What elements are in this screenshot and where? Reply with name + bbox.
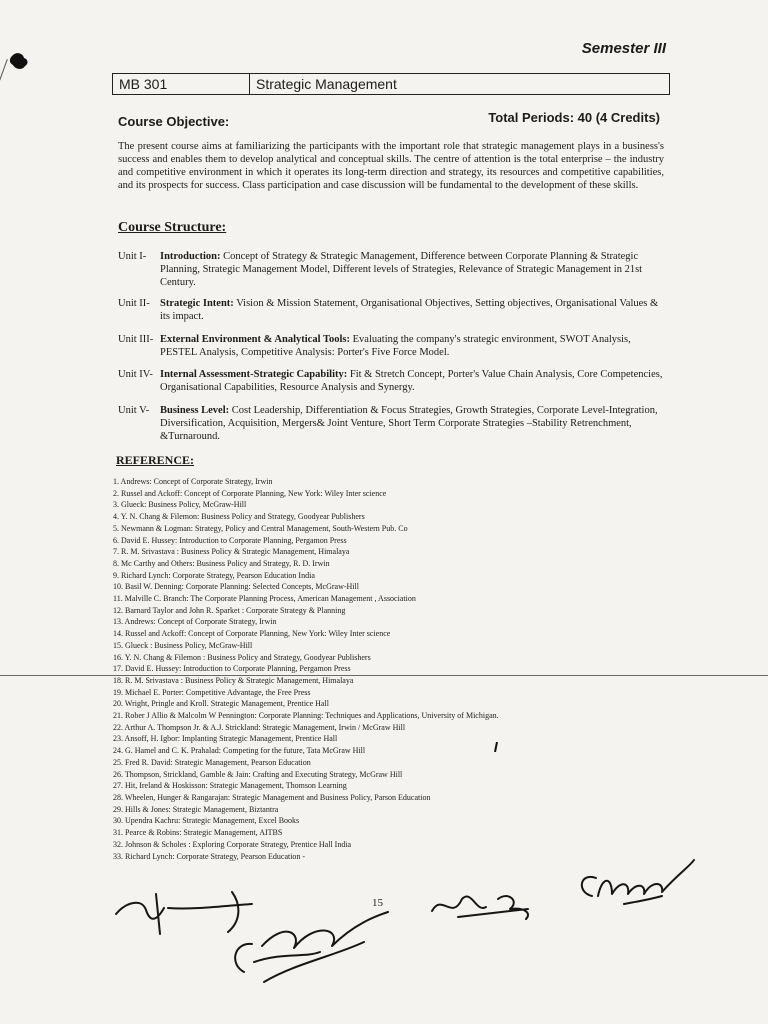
reference-item: 3. Glueck: Business Policy, McGraw-Hill	[113, 500, 247, 510]
reference-item: 26. Thompson, Strickland, Gamble & Jain: Crafting and Executing Strategy, McGraw Hill	[113, 769, 403, 779]
reference-item: 10. Basil W. Denning: Corporate Planning: Selected Concepts, McGraw-Hill	[113, 582, 359, 592]
reference-heading: REFERENCE:	[116, 453, 195, 467]
reference-item: 23. Ansoff, H. Igbor: Implanting Strategic Management, Prentice Hall	[113, 734, 338, 744]
reference-item: 21. Rober J Allio & Malcolm W Pennington: Corporate Planning: Techniques and Applications, University of Michigan.	[113, 711, 499, 721]
page-number: 15	[372, 897, 383, 909]
unit-text: Concept of Strategy & Strategic Management, Difference between Corporate Planning & Strategic Planning, Strategic Management Model, Different levels of Strategies, Relevance of Strategic Management in 21st Century.	[160, 251, 643, 288]
reference-item: 16. Y. N. Chang & Filemon : Business Policy and Strategy, Goodyear Publishers	[113, 652, 371, 662]
total-periods: Total Periods: 40 (4 Credits)	[488, 110, 660, 125]
unit-body	[160, 368, 664, 394]
reference-item: 24. G. Hamel and C. K. Prahalad: Competing for the future, Tata McGraw Hill	[113, 746, 366, 756]
reference-list	[113, 476, 633, 862]
reference-item: 20. Wright, Pringle and Kroll. Strategic Management, Prentice Hall	[113, 699, 329, 709]
unit-title: Internal Assessment-Strategic Capability:	[160, 369, 348, 380]
reference-item: 22. Arthur A. Thompson Jr. & A.J. Strickland: Strategic Management, Irwin / McGraw Hill	[113, 722, 406, 732]
unit-label: Unit I-	[118, 251, 147, 262]
signature-2	[224, 902, 394, 987]
unit-text: Evaluating the company's strategic environment, SWOT Analysis, PESTEL Analysis, Competitive Analysis: Porter's Five Force Model.	[160, 334, 631, 358]
reference-item: 28. Wheelen, Hunger & Rangarajan: Strategic Management and Business Policy, Parson Education	[113, 792, 431, 802]
signature-4	[572, 856, 702, 912]
unit-text: Vision & Mission Statement, Organisational Objectives, Setting objectives, Organisational Values & its impact.	[160, 298, 659, 322]
reference-item: 2. Russel and Ackoff: Concept of Corporate Planning, New York: Wiley Inter science	[113, 488, 387, 498]
reference-item: 8. Mc Carthy and Others: Business Policy and Strategy, R. D. Irwin	[113, 558, 330, 568]
unit-body	[160, 333, 664, 359]
unit-title: Introduction:	[160, 251, 221, 262]
page-fold-line	[0, 675, 768, 676]
unit-title: Business Level:	[160, 405, 230, 416]
reference-item: 7. R. M. Srivastava : Business Policy & Strategic Management, Himalaya	[113, 547, 350, 557]
course-title: Strategic Management	[256, 76, 397, 92]
unit-4	[118, 368, 664, 394]
course-objective-text: The present course aims at familiarizing the participants with the important role that strategic management plays in a business's success and enables them to develop analytical and conceptual skills. The centre of attention is the total enterprise – the industry and competitive environment in which it operates its long-term direction and strategy, its resources and competitive capabilities, and its prospects for success. Class participation and case discussion will be fundamental to the development of these skills.	[118, 141, 664, 191]
reference-item: 13. Andrews: Concept of Corporate Strategy, Irwin	[113, 617, 277, 627]
unit-label: Unit II-	[118, 298, 150, 309]
reference-item: 1. Andrews: Concept of Corporate Strategy, Irwin	[113, 477, 273, 486]
ink-blot	[8, 50, 30, 72]
unit-title: External Environment & Analytical Tools:	[160, 334, 350, 345]
reference-item: 17. David E. Hussey: Introduction to Corporate Planning, Pergamon Press	[113, 664, 351, 674]
unit-label: Unit IV-	[118, 369, 153, 380]
reference-item: 11. Malville C. Branch: The Corporate Planning Process, American Management , Association	[113, 594, 416, 604]
unit-2	[118, 297, 664, 323]
reference-item: 18. R. M. Srivastava : Business Policy & Strategic Management, Himalaya	[113, 675, 354, 685]
semester-label: Semester III	[581, 40, 666, 57]
unit-body	[160, 250, 664, 289]
unit-text: Fit & Stretch Concept, Porter's Value Chain Analysis, Core Competencies, Organisational Capabilities, Resource Analysis and Synergy.	[160, 369, 663, 393]
reference-item: 32. Johnson & Scholes : Exploring Corporate Strategy, Prentice Hall India	[113, 839, 352, 849]
reference-item: 15. Glueck : Business Policy, McGraw-Hill	[113, 640, 253, 650]
scan-margin-line	[0, 59, 8, 97]
unit-1	[118, 250, 664, 289]
unit-label: Unit III-	[118, 334, 154, 345]
reference-item: 27. Hit, Ireland & Hoskisson: Strategic Management, Thomson Learning	[113, 781, 347, 791]
reference-item: 4. Y. N. Chang & Filemon: Business Policy and Strategy, Goodyear Publishers	[113, 512, 365, 522]
reference-item: 12. Barnard Taylor and John R. Sparket : Corporate Strategy & Planning	[113, 605, 346, 615]
reference-item: 29. Hills & Jones: Strategic Management, Biztantra	[113, 804, 279, 814]
unit-title: Strategic Intent:	[160, 298, 234, 309]
reference-item: 6. David E. Hussey: Introduction to Corporate Planning, Pergamon Press	[113, 535, 347, 545]
unit-label: Unit V-	[118, 405, 150, 416]
course-header-table	[112, 73, 670, 95]
signature-3	[428, 887, 538, 927]
unit-3	[118, 333, 664, 359]
course-objective-heading: Course Objective:	[118, 114, 230, 129]
reference-item: 30. Upendra Kachru: Strategic Management, Excel Books	[113, 816, 300, 826]
reference-item: 25. Fred R. David: Strategic Management, Pearson Education	[113, 757, 311, 767]
reference-item: 33. Richard Lynch: Corporate Strategy, Pearson Education -	[113, 851, 306, 861]
course-code: MB 301	[113, 74, 250, 94]
reference-item: 19. Michael E. Porter: Competitive Advantage, the Free Press	[113, 687, 311, 697]
ink-mark	[493, 742, 499, 752]
course-structure-heading: Course Structure:	[118, 220, 227, 235]
reference-item: 14. Russel and Ackoff: Concept of Corporate Planning, New York: Wiley Inter science	[113, 629, 391, 639]
unit-text: Cost Leadership, Differentiation & Focus Strategies, Growth Strategies, Corporate Level-Integration, Diversification, Acquisition, Mergers& Joint Venture, Short Term Corporate Strategies –Stability Retrenchment, &Turnaround.	[160, 405, 658, 442]
reference-item: 5. Newmann & Logman: Strategy, Policy and Central Management, South-Western Pub. Co	[113, 523, 408, 533]
unit-body	[160, 297, 664, 323]
reference-item: 31. Pearce & Robins: Strategic Management, AITBS	[113, 828, 283, 838]
unit-body	[160, 404, 664, 443]
unit-5	[118, 404, 664, 443]
reference-item: 9. Richard Lynch: Corporate Strategy, Pearson Education India	[113, 570, 315, 580]
